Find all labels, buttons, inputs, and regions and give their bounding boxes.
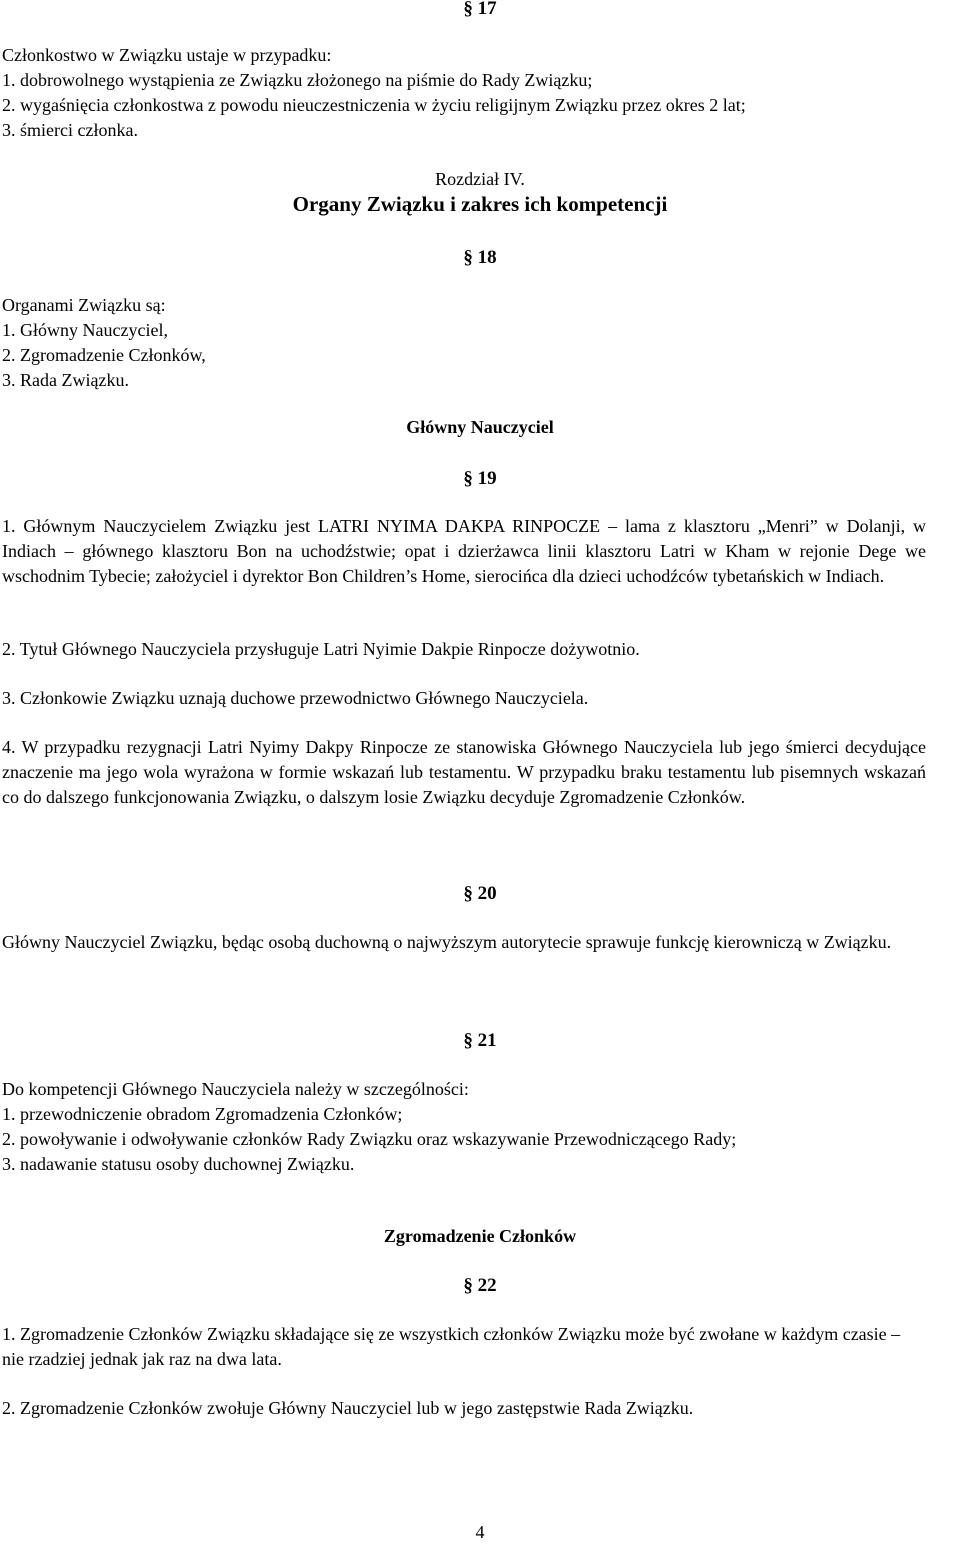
section-22-paragraph-1: 1. Zgromadzenie Członków Związku składające się ze wszystkich członków Związku może być zwołane w każdym czasie – nie rzadziej jednak jak raz na dwa lata. <box>2 1324 901 1369</box>
section-19-paragraph-3: 3. Członkowie Związku uznają duchowe przewodnictwo Głównego Nauczyciela. <box>2 688 589 708</box>
section-21-item-3: 3. nadawanie statusu osoby duchownej Związku. <box>2 1154 355 1174</box>
section-21-item-1: 1. przewodniczenie obradom Zgromadzenia Członków; <box>2 1104 403 1124</box>
section-17-item-1: 1. dobrowolnego wystąpienia ze Związku złożonego na piśmie do Rady Związku; <box>2 70 593 90</box>
section-21-item-2: 2. powoływanie i odwoływanie członków Rady Związku oraz wskazywanie Przewodniczącego Rady; <box>2 1129 737 1149</box>
section-18-number: § 18 <box>463 247 497 268</box>
section-18-intro: Organami Związku są: <box>2 295 166 315</box>
section-17-intro: Członkostwo w Związku ustaje w przypadku: <box>2 45 332 65</box>
section-21-number: § 21 <box>463 1030 497 1051</box>
section-17-item-3: 3. śmierci członka. <box>2 120 138 140</box>
section-20-number: § 20 <box>463 883 497 904</box>
heading-main-teacher: Główny Nauczyciel <box>406 417 554 437</box>
section-19-paragraph-1: 1. Głównym Nauczycielem Związku jest LATRI NYIMA DAKPA RINPOCZE – lama z klasztoru „Menri” w Dolanji, w Indiach – głównego klasztoru Bon na uchodźstwie; opat i dzierżawca linii klasztoru Latri w Kham w rejonie Dege we wschodnim Tybecie; założyciel i dyrektor Bon Children’s Home, sierocińca dla dzieci uchodźców tybetańskich w Indiach. <box>2 516 926 586</box>
section-18-item-3: 3. Rada Związku. <box>2 370 129 390</box>
section-17-item-2: 2. wygaśnięcia członkostwa z powodu nieuczestniczenia w życiu religijnym Związku przez okres 2 lat; <box>2 95 746 115</box>
section-21-intro: Do kompetencji Głównego Nauczyciela należy w szczególności: <box>2 1079 469 1099</box>
section-18-item-2: 2. Zgromadzenie Członków, <box>2 345 206 365</box>
section-22-paragraph-2: 2. Zgromadzenie Członków zwołuje Główny Nauczyciel lub w jego zastępstwie Rada Związku. <box>2 1398 694 1418</box>
heading-assembly: Zgromadzenie Członków <box>383 1226 577 1246</box>
section-22-number: § 22 <box>463 1275 497 1296</box>
section-18-item-1: 1. Główny Nauczyciel, <box>2 320 168 340</box>
section-19-number: § 19 <box>463 468 497 489</box>
chapter-label: Rozdział IV. <box>435 169 525 189</box>
section-19-paragraph-2: 2. Tytuł Głównego Nauczyciela przysługuje Latri Nyimie Dakpie Rinpocze dożywotnio. <box>2 639 640 659</box>
section-19-paragraph-4: 4. W przypadku rezygnacji Latri Nyimy Dakpy Rinpocze ze stanowiska Głównego Nauczyciela lub jego śmierci decydujące znaczenie ma jego wola wyrażona w formie wskazań lub testamentu. W przypadku braku testamentu lub pisemnych wskazań co do dalszego funkcjonowania Związku, o dalszym losie Związku decyduje Zgromadzenie Członków. <box>2 737 926 807</box>
section-17-number: § 17 <box>463 0 497 19</box>
page-number: 4 <box>475 1522 485 1542</box>
chapter-title: Organy Związku i zakres ich kompetencji <box>292 192 668 216</box>
section-20-paragraph-1: Główny Nauczyciel Związku, będąc osobą duchowną o najwyższym autorytecie sprawuje funkcję kierowniczą w Związku. <box>2 932 892 952</box>
